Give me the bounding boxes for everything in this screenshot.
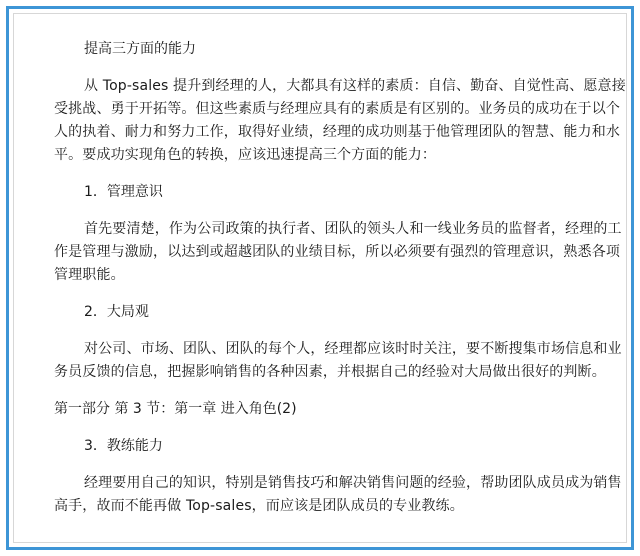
intro-paragraph [54,75,626,167]
section3-heading-block [54,435,582,458]
paragraph-line: 务员反馈的信息，把握影响销售的各种因素，并根据自己的经验对大局做出很好的判断。 [54,364,606,380]
document-title: 提高三方面的能力 [84,41,196,57]
section3-paragraph [54,472,622,518]
document-content [54,38,626,518]
paragraph-line: 人的执着、耐力和努力工作，取得好业绩，经理的成功则基于他管理团队的智慧、能力和水 [54,124,620,140]
paragraph-line: 从 Top-sales 提升到经理的人，大都具有这样的素质：自信、勤奋、自觉性高、愿意接 [84,78,626,94]
section1-heading-block [54,181,582,204]
paragraph-line: 管理职能。 [54,267,125,283]
paragraph-line: 经理要用自己的知识，特别是销售技巧和解决销售问题的经验，帮助团队成员成为销售 [84,475,622,491]
paragraph-line: 平。要成功实现角色的转换，应该迅速提高三个方面的能力： [54,147,437,163]
section1-paragraph [54,218,622,287]
part-marker-block [54,398,582,421]
section-heading: 1．管理意识 [84,184,163,200]
title-block [54,38,582,61]
section2-heading-block [54,301,582,324]
paragraph-line: 作是管理与激励，以达到或超越团队的业绩目标，所以必须要有强烈的管理意识，熟悉各项 [54,244,620,260]
section-heading: 2．大局观 [84,304,149,320]
section-heading: 3．教练能力 [84,438,163,454]
paragraph-line: 对公司、市场、团队、团队的每个人，经理都应该时时关注，要不断搜集市场信息和业 [84,341,622,357]
paragraph-line: 受挑战、勇于开拓等。但这些素质与经理应具有的素质是有区别的。业务员的成功在于以个 [54,101,620,117]
section2-paragraph [54,338,622,384]
paragraph-line: 高手，故而不能再做 Top-sales，而应该是团队成员的专业教练。 [54,498,464,514]
paragraph-line: 首先要清楚，作为公司政策的执行者、团队的领头人和一线业务员的监督者，经理的工 [84,221,622,237]
part-marker: 第一部分 第 3 节：第一章 进入角色(2) [54,401,297,417]
